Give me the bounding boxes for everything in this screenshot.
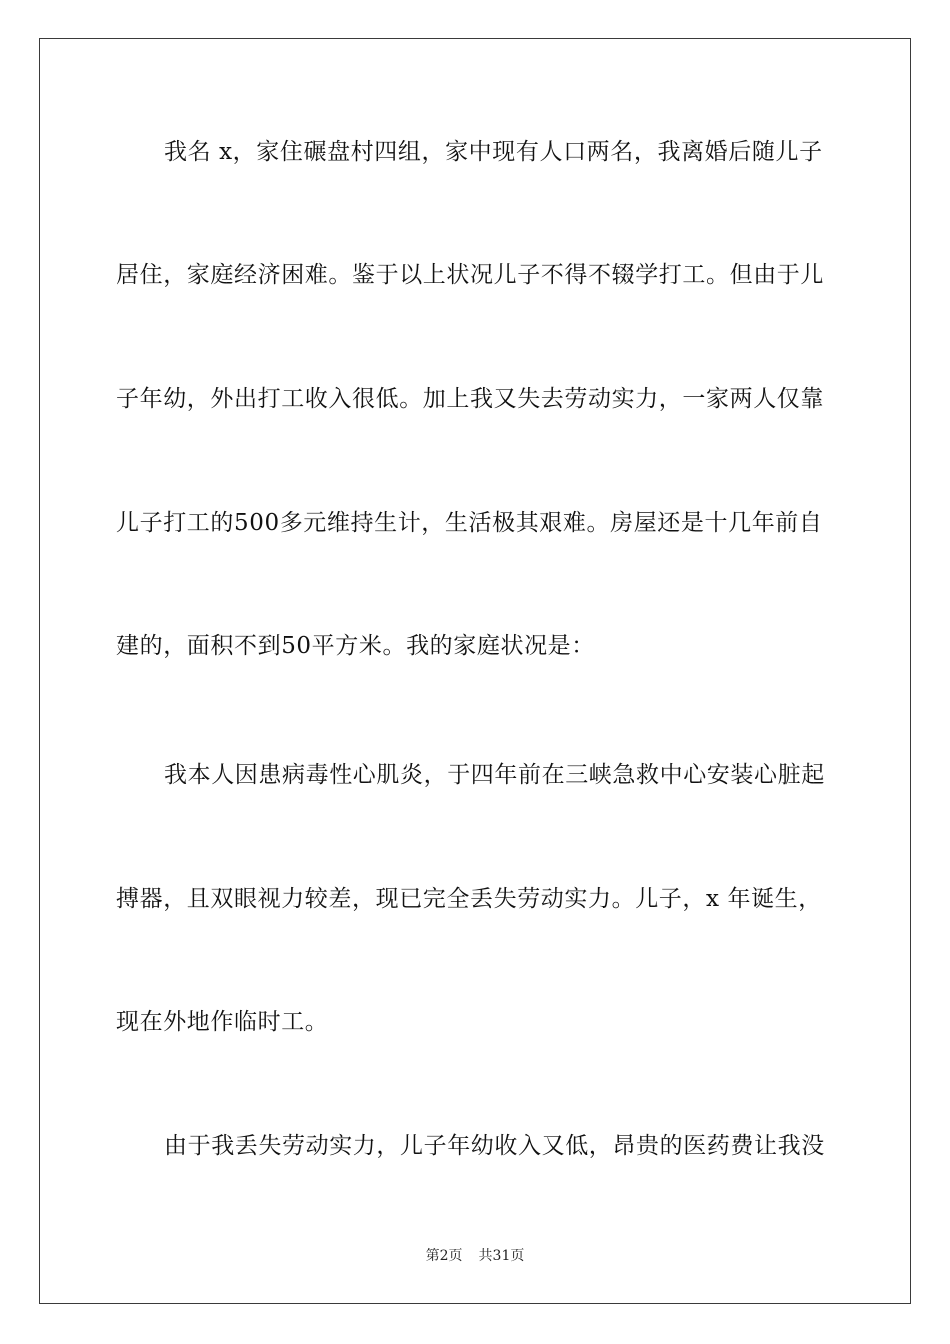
page-border	[39, 38, 911, 1304]
page-footer	[0, 1247, 950, 1265]
paragraph-2-line-3: 现在外地作临时工。	[116, 1009, 329, 1035]
page-number: 第2页	[425, 1248, 463, 1264]
paragraph-1-line-3: 子年幼，外出打工收入很低。加上我又失去劳动实力，一家两人仅靠	[116, 386, 824, 412]
paragraph-1-line-2: 居住，家庭经济困难。鉴于以上状况儿子不得不辍学打工。但由于儿	[116, 262, 824, 288]
paragraph-3-line-1: 由于我丢失劳动实力，儿子年幼收入又低，昂贵的医药费让我没	[164, 1133, 825, 1159]
paragraph-1-line-5: 建的，面积不到50平方米。我的家庭状况是：	[116, 633, 595, 659]
paragraph-2-line-1: 我本人因患病毒性心肌炎，于四年前在三峡急救中心安装心脏起	[164, 762, 825, 788]
paragraph-2-line-2: 搏器，且双眼视力较差，现已完全丢失劳动实力。儿子，x 年诞生，	[116, 886, 822, 912]
page-total: 共31页	[478, 1248, 525, 1264]
paragraph-1-line-1: 我名 x，家住碾盘村四组，家中现有人口两名，我离婚后随儿子	[164, 139, 823, 165]
paragraph-1-line-4: 儿子打工的500多元维持生计，生活极其艰难。房屋还是十几年前自	[116, 510, 823, 536]
